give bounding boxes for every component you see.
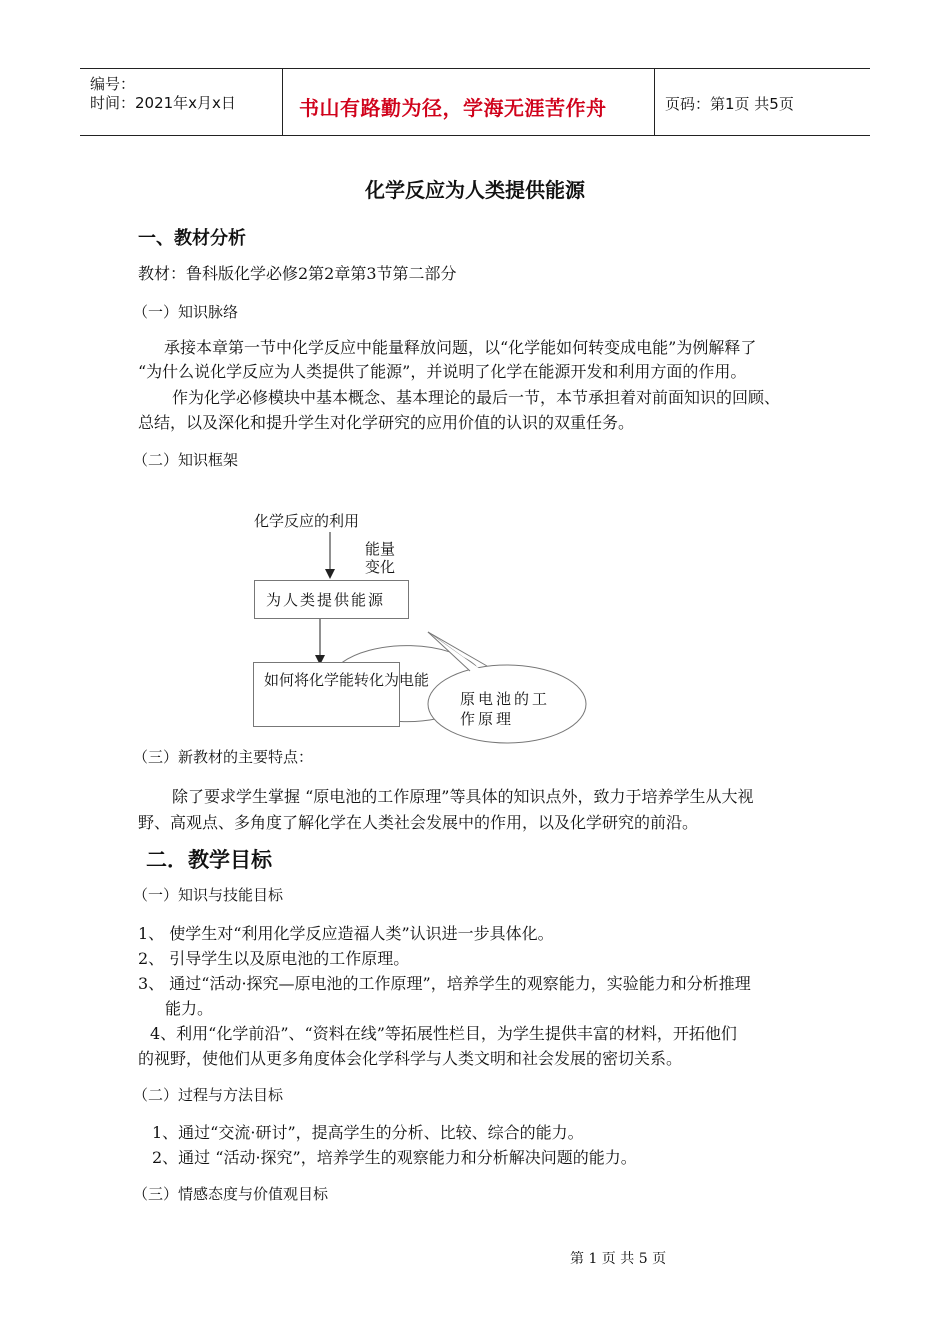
section1-sub3: （三）新教材的主要特点： — [133, 748, 314, 766]
header-motto: 书山有路勤为径，学海无涯苦作舟 — [299, 96, 607, 120]
header-number-label: 编号： — [90, 75, 136, 93]
section1-sub2: （二）知识框架 — [133, 451, 239, 469]
para1-line1: 承接本章第一节中化学反应中能量释放问题，以“化学能如何转变成电能”为例解释了 — [164, 338, 757, 357]
goal-item-1: 1、 使学生对“利用化学反应造福人类”认识进一步具体化。 — [138, 924, 554, 943]
process-goal-2: 2、通过 “活动·探究”，培养学生的观察能力和分析解决问题的能力。 — [152, 1148, 637, 1167]
textbook-line: 教材：鲁科版化学必修2第2章第3节第二部分 — [138, 264, 457, 283]
section1-heading: 一、教材分析 — [138, 228, 246, 249]
para2-line1: 作为化学必修模块中基本概念、基本理论的最后一节，本节承担着对前面知识的回顾、 — [172, 388, 781, 407]
section2-sub1: （一）知识与技能目标 — [133, 886, 284, 904]
document-title: 化学反应为人类提供能源 — [365, 178, 585, 202]
goal-item-4-line2: 的视野，使他们从更多角度体会化学科学与人类文明和社会发展的密切关系。 — [138, 1049, 683, 1068]
diagram-side-label-1: 能量 — [365, 540, 396, 558]
section1-sub1: （一）知识脉络 — [133, 303, 239, 321]
goal-item-3-line1: 3、 通过“活动·探究—原电池的工作原理”，培养学生的观察能力，实验能力和分析推理 — [138, 974, 751, 993]
header-time-label: 时间：2021年x月x日 — [90, 94, 236, 112]
diagram-side-label-2: 变化 — [365, 558, 396, 576]
diagram-bubble-line2: 作原理 — [460, 710, 515, 728]
para3-line1: 除了要求学生掌握 “原电池的工作原理”等具体的知识点外，致力于培养学生从大视 — [172, 787, 754, 806]
para3-line2: 野、高观点、多角度了解化学在人类社会发展中的作用，以及化学研究的前沿。 — [138, 813, 699, 832]
header-page-label: 页码：第1页 共5页 — [665, 95, 794, 113]
goal-item-3-line2: 能力。 — [165, 999, 214, 1018]
para1-line2: “为什么说化学反应为人类提供了能源”，并说明了化学在能源开发和利用方面的作用。 — [138, 362, 747, 381]
section2-sub2: （二）过程与方法目标 — [133, 1086, 284, 1104]
page-footer: 第 1 页 共 5 页 — [570, 1251, 667, 1267]
goal-item-4-line1: 4、利用“化学前沿”、“资料在线”等拓展性栏目，为学生提供丰富的材料，开拓他们 — [150, 1024, 737, 1043]
diagram-box-energy-label: 为人类提供能源 — [266, 591, 386, 609]
section2-heading: 二．教学目标 — [146, 848, 272, 872]
para2-line2: 总结，以及深化和提升学生对化学研究的应用价值的认识的双重任务。 — [138, 413, 635, 432]
diagram-bubble-line1: 原电池的工 — [460, 690, 551, 708]
process-goal-1: 1、通过“交流·研讨”，提高学生的分析、比较、综合的能力。 — [152, 1123, 584, 1142]
diagram-box-conversion-label: 如何将化学能转化为电能 — [264, 671, 430, 689]
diagram-top-label: 化学反应的利用 — [254, 512, 360, 530]
section2-sub3: （三）情感态度与价值观目标 — [133, 1185, 329, 1203]
goal-item-2: 2、 引导学生以及原电池的工作原理。 — [138, 949, 410, 968]
